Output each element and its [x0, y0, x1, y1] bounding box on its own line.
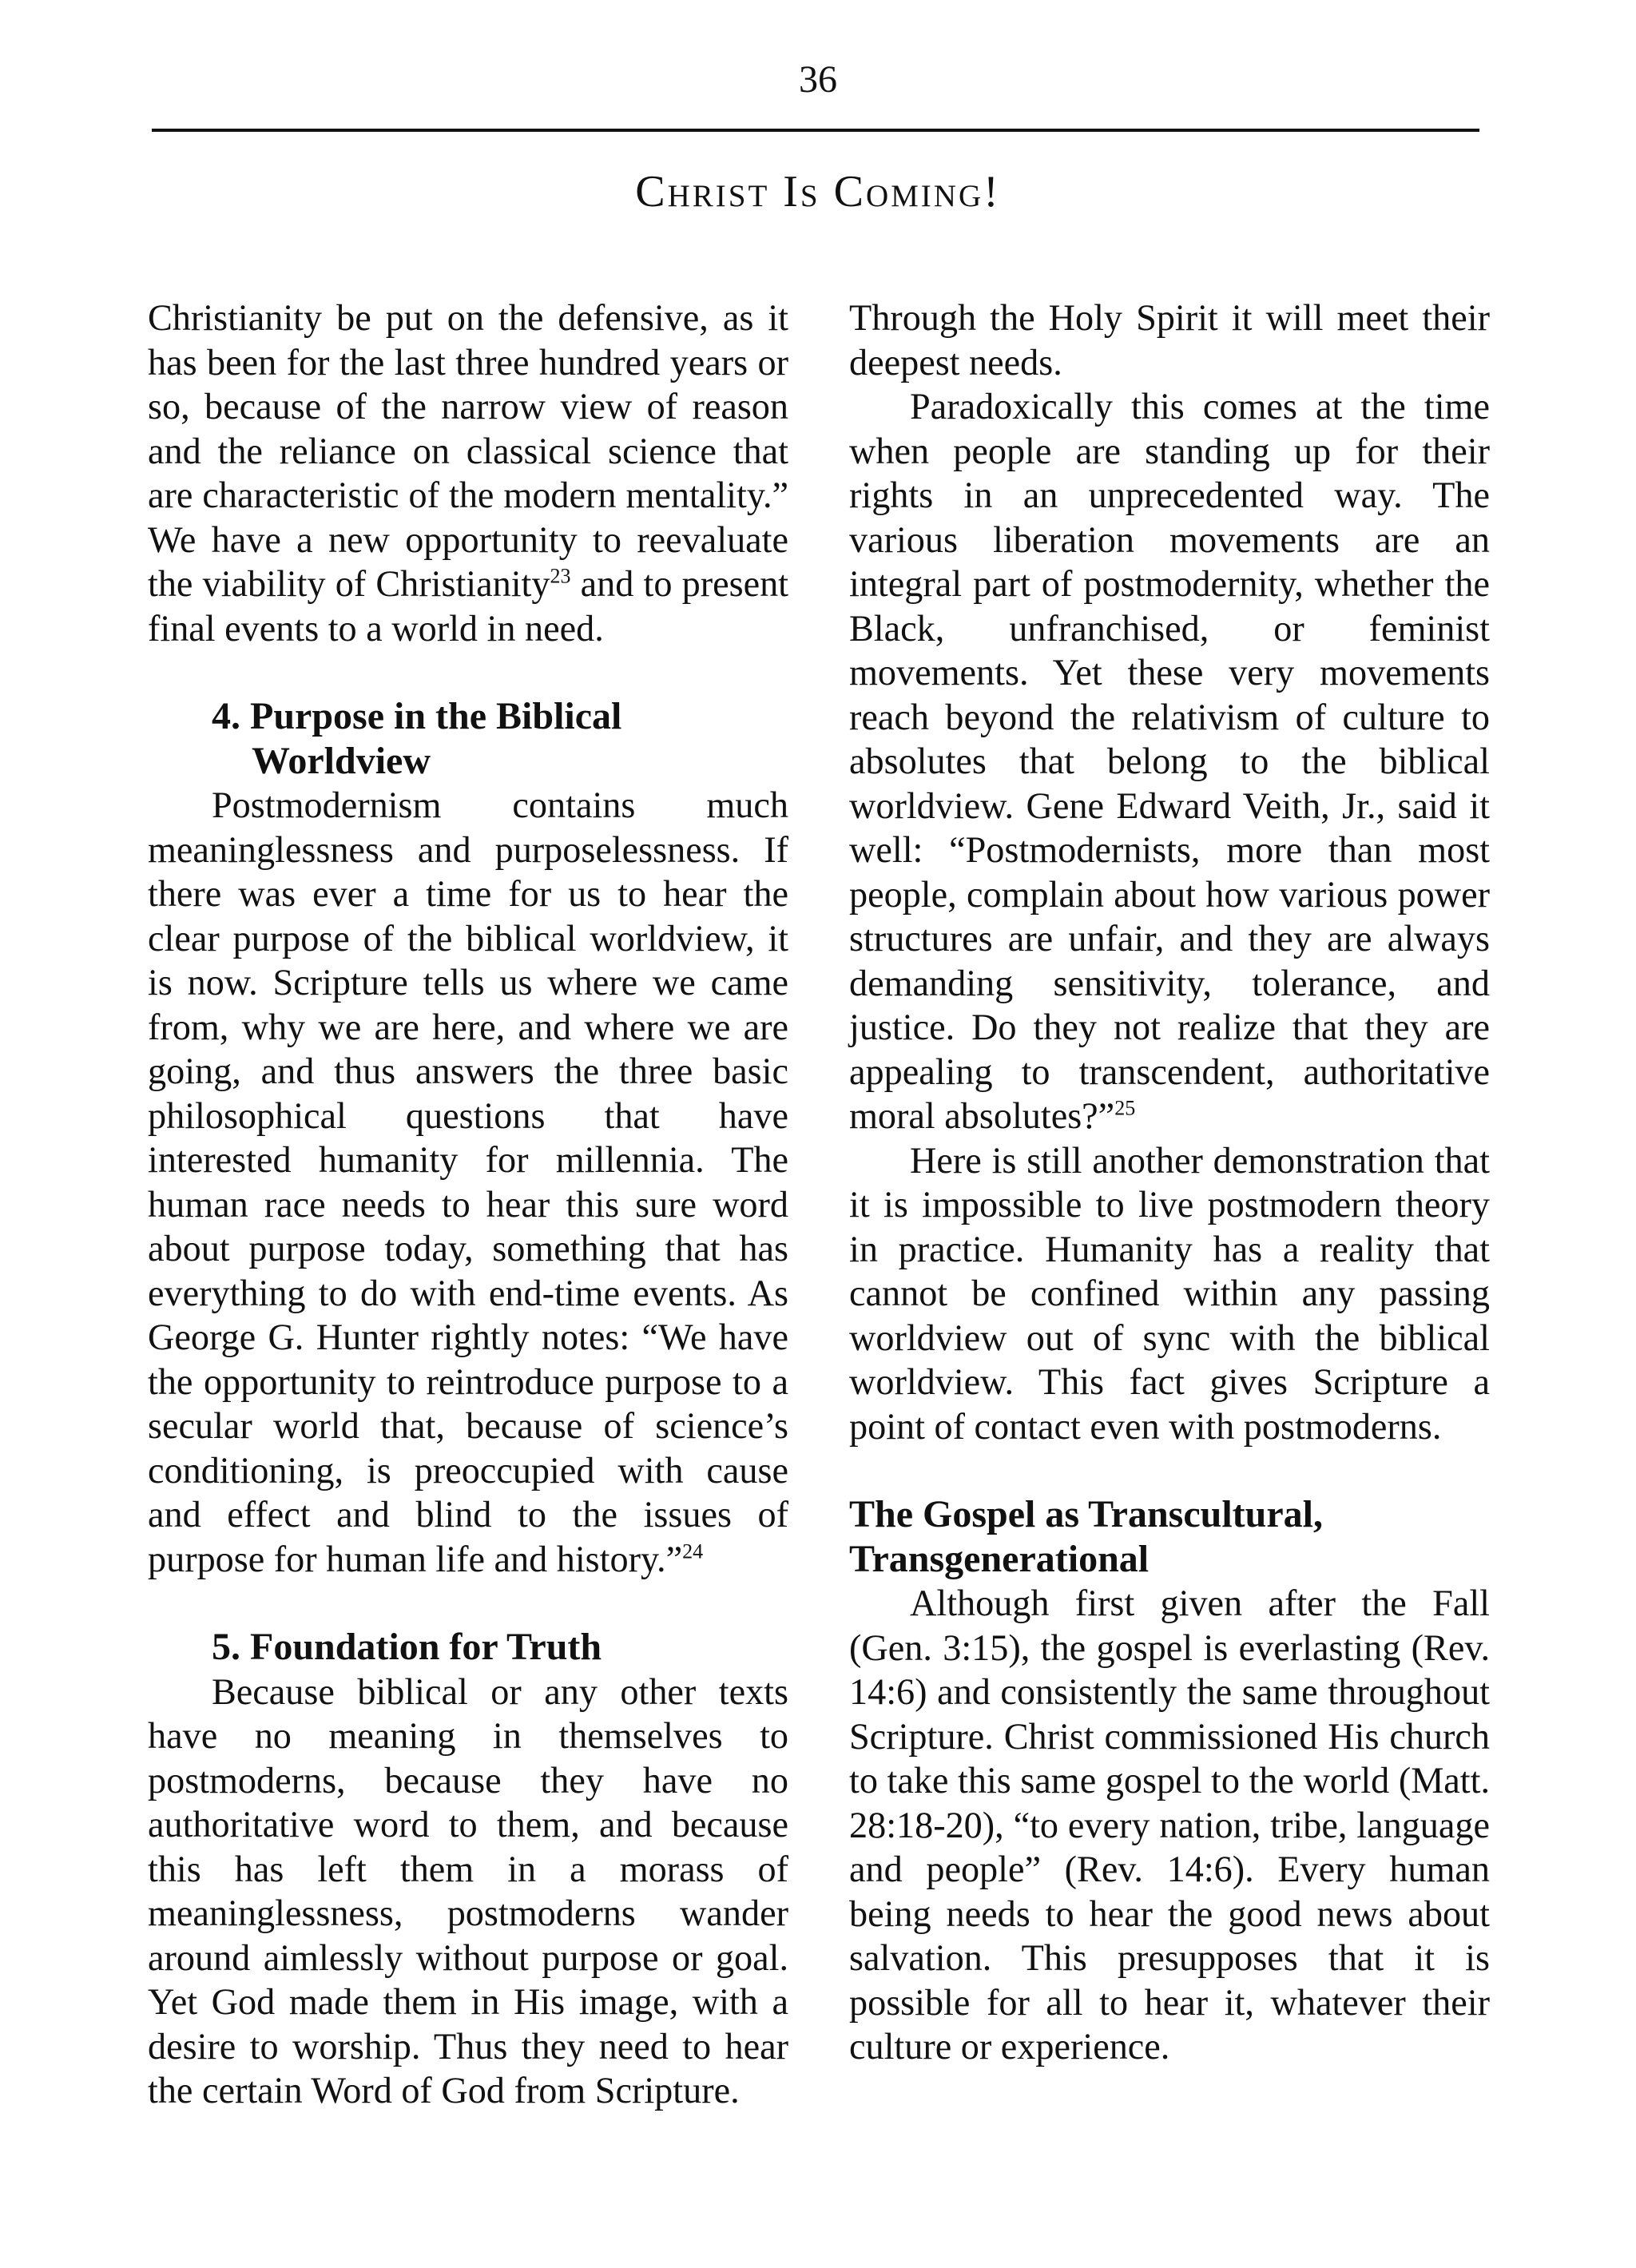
- right-paragraph-4: Although first given after the Fall (Gen. 3:15), the gospel is everlasting (Rev. 14:6) and consistently the same throughout Scripture. Christ commissioned His church to take this same gospel to the world (Matt. 28:18-20), “to every nation, tribe, language and people” (Rev. 14:6). Every human being needs to hear the good news about salvation. This presupposes that it is possible for all to hear it, whatever their culture or experience.: [849, 1583, 1490, 2067]
- section-heading-gospel-line-1: The Gospel as Transcultural,: [849, 1493, 1323, 1535]
- footnote-ref-24: 24: [682, 1539, 704, 1563]
- right-paragraph-2-text: Paradoxically this comes at the time when people are standing up for their rights in an unprecedented way. The various liberation movements are an integral part of postmodernity, whether the Black, unfranchised, or feminist movements. Yet these very movements reach beyond the relativism of culture to absolutes that belong to the biblical worldview. Gene Edward Veith, Jr., said it well: “Postmodernists, more than most people, complain about how various power structures are unfair, and they are always demanding sensitivity, tolerance, and justice. Do they not realize that they are appealing to transcendent, authoritative moral absolutes?”: [849, 386, 1490, 1136]
- left-paragraph-3: Because biblical or any other texts have no meaning in themselves to postmoderns, because they have no authoritative word to them, and because this has left them in a morass of meaninglessness, postmoderns wander around aimlessly without purpose or goal. Yet God made them in His image, with a desire to worship. Thus they need to hear the certain Word of God from Scripture.: [148, 1670, 788, 2111]
- section-heading-4-line-2: Worldview: [252, 739, 431, 782]
- left-paragraph-1-end: and to present final events to a world in need.: [148, 563, 788, 649]
- spacer: [148, 650, 788, 694]
- footnote-ref-25: 25: [1114, 1096, 1136, 1120]
- section-heading-gospel: [849, 1492, 1490, 1581]
- footnote-ref-23: 23: [550, 564, 571, 588]
- left-paragraph-1-text: Christianity be put on the defensive, as it has been for the last three hundred years or so, because of the narrow view of reason and the reliance on classical science that are characteristic of the modern mentality.” We have a new opportunity to reevaluate the viability of Christianity: [148, 297, 788, 604]
- running-head: Christ Is Coming!: [635, 167, 1001, 216]
- section-heading-4-line-1: 4. Purpose in the Biblical: [212, 695, 622, 737]
- section-heading-5: 5. Foundation for Truth: [212, 1626, 602, 1668]
- left-paragraph-2: [148, 783, 788, 1581]
- left-paragraph-1: [148, 296, 788, 650]
- page-number: 36: [799, 58, 837, 101]
- spacer: [148, 1581, 788, 1625]
- spacer: [849, 1448, 1490, 1492]
- header-rule: [152, 129, 1479, 132]
- left-column: [148, 296, 788, 2113]
- right-paragraph-3: Here is still another demonstration that it is impossible to live postmodern theory in practice. Humanity has a reality that cannot be confined within any passing worldview out of sync with the biblical worldview. This fact gives Scripture a point of contact even with postmoderns.: [849, 1139, 1490, 1447]
- section-heading-4: [148, 694, 788, 783]
- section-heading-gospel-line-2: Transgenerational: [849, 1537, 1150, 1580]
- right-paragraph-2: [849, 384, 1490, 1138]
- left-paragraph-2-text: Postmodernism contains much meaninglessness and purposelessness. If there was ever a time for us to hear the clear purpose of the biblical worldview, it is now. Scripture tells us where we came from, why we are here, and where we are going, and thus answers the three basic philosophical questions that have interested humanity for millennia. The human race needs to hear this sure word about purpose today, something that has everything to do with end-time events. As George G. Hunter rightly notes: “We have the opportunity to reintroduce purpose to a secular world that, because of science’s conditioning, is preoccupied with cause and effect and blind to the issues of purpose for human life and history.”: [148, 784, 788, 1579]
- right-paragraph-1: Through the Holy Spirit it will meet their deepest needs.: [849, 297, 1490, 383]
- right-column: [849, 296, 1490, 2069]
